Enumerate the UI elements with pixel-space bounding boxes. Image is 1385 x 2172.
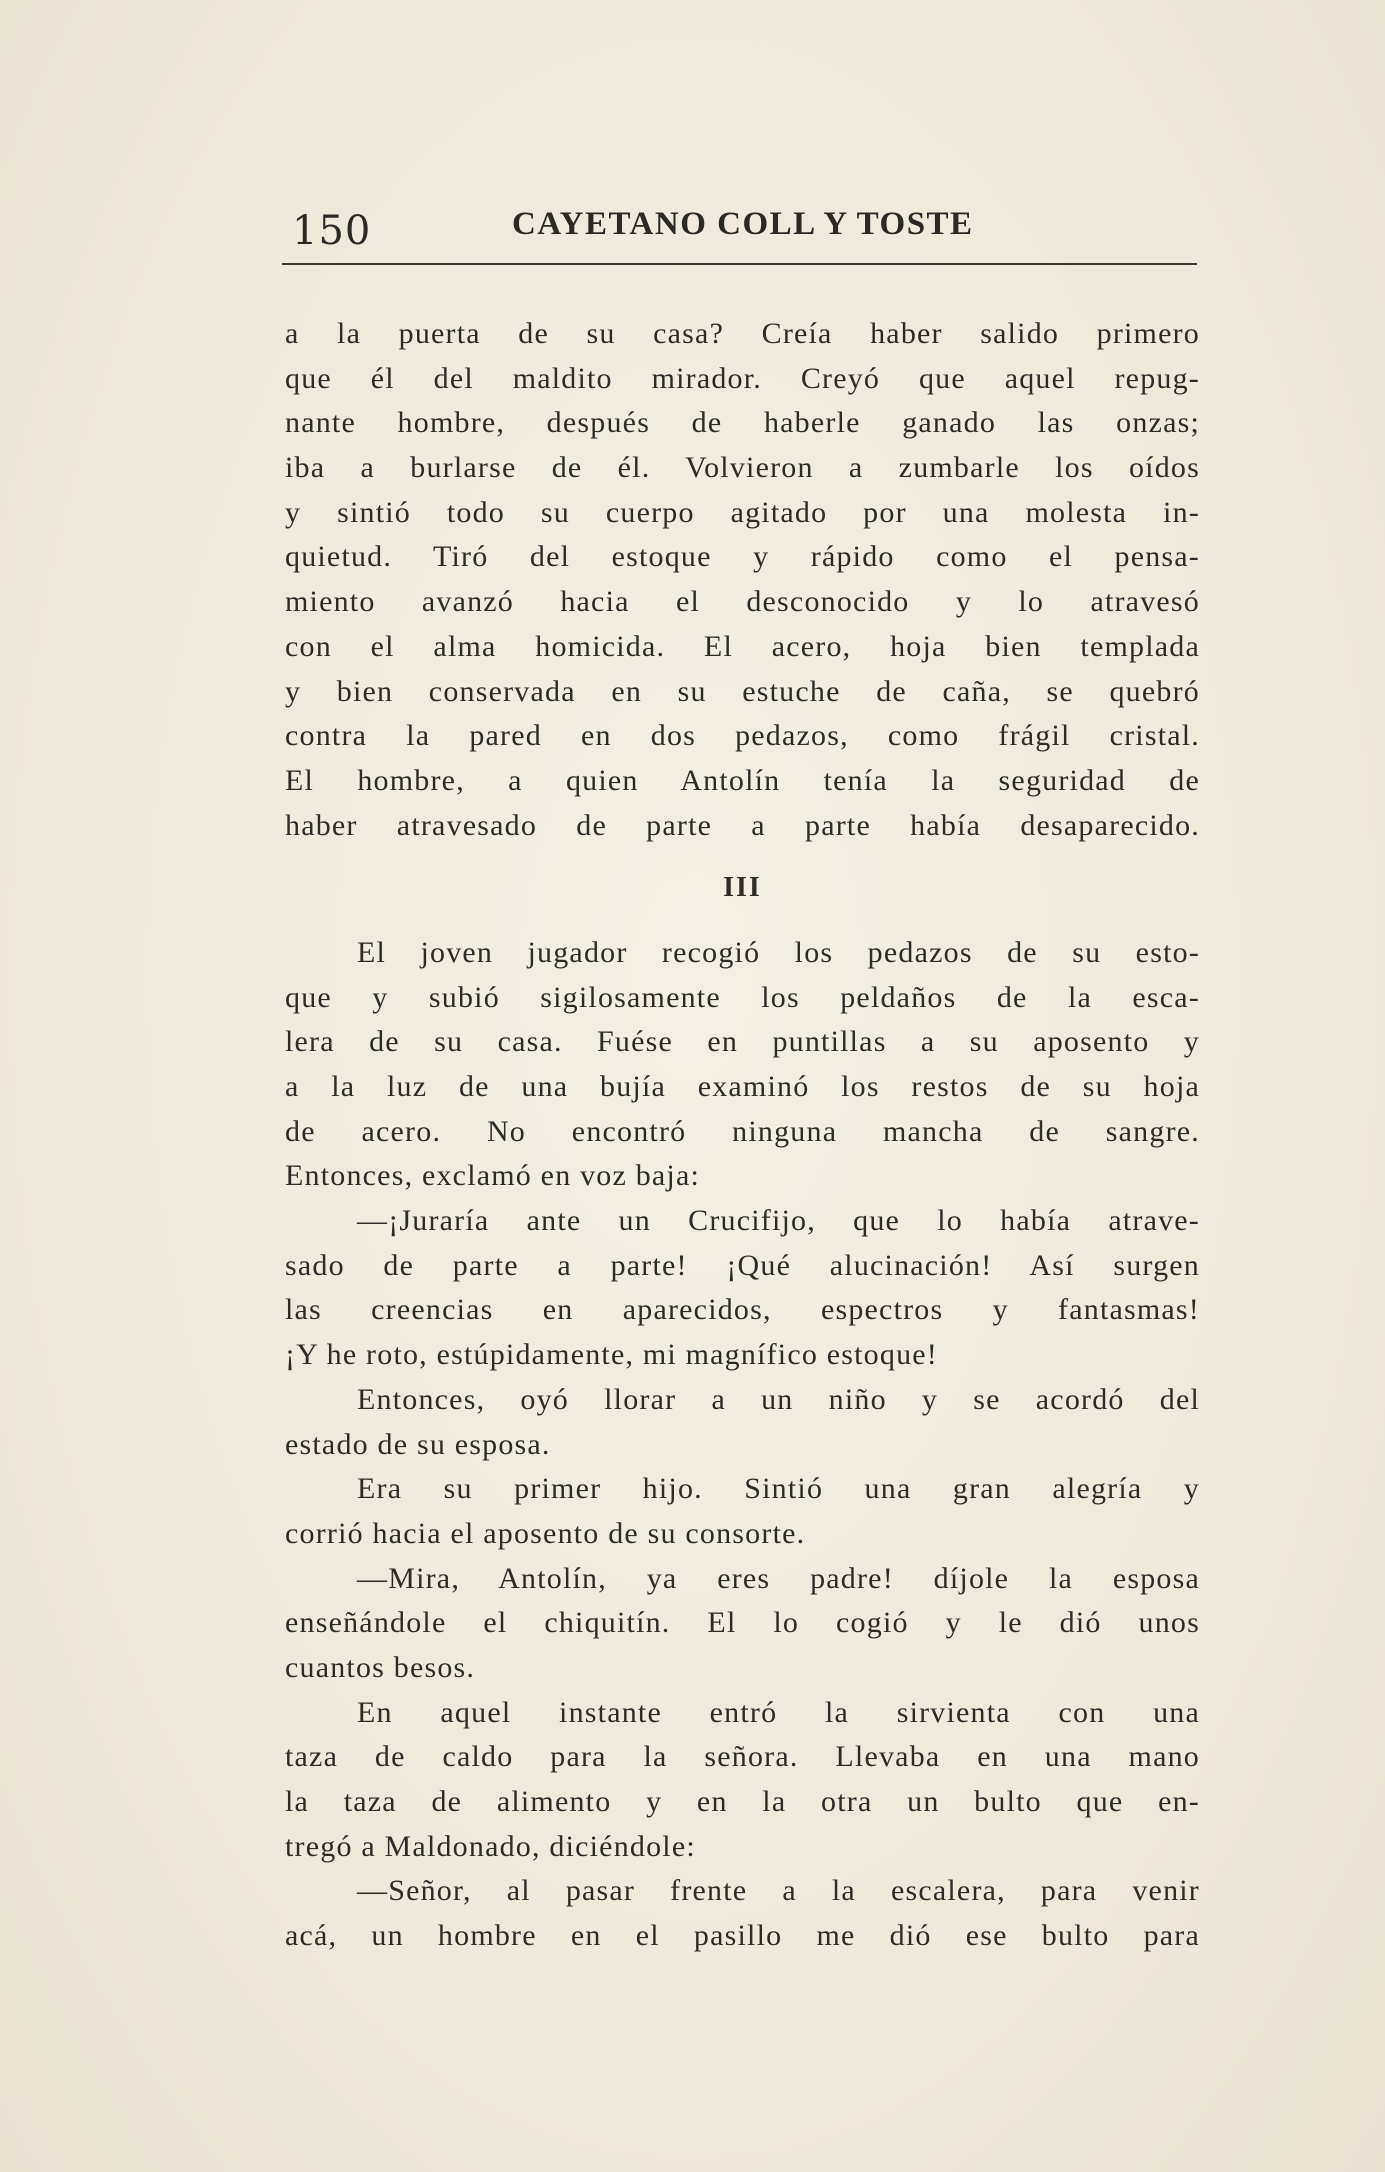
paragraph-first-line: En aquel instante entró la sirvienta con una (357, 1695, 1200, 1729)
text-line: contra la pared en dos pedazos, como frágil cristal. (285, 719, 1200, 753)
text-line: y sintió todo su cuerpo agitado por una molesta in- (285, 495, 1200, 529)
text-line: taza de caldo para la señora. Llevaba en una mano (285, 1740, 1200, 1774)
text-line: la taza de alimento y en la otra un bulto que en- (285, 1785, 1200, 1818)
text-line: las creencias en aparecidos, espectros y fantasmas! (285, 1293, 1200, 1327)
text-line: y bien conservada en su estuche de caña, se quebró (285, 674, 1200, 708)
page-header (282, 196, 1197, 266)
text-line: que y subió sigilosamente los peldaños de la esca- (285, 980, 1200, 1014)
text-line: estado de su esposa. (285, 1427, 551, 1461)
text-line: cuantos besos. (285, 1650, 476, 1684)
paragraph-first-line: Entonces, oyó llorar a un niño y se acordó del (357, 1382, 1200, 1416)
running-head: CAYETANO COLL Y TOSTE (512, 206, 974, 242)
header-rule (282, 263, 1197, 265)
text-line: a la luz de una bujía examinó los restos de su hoja (285, 1070, 1200, 1103)
paragraph-first-line: —Señor, al pasar frente a la escalera, para venir (357, 1874, 1200, 1908)
text-line: de acero. No encontró ninguna mancha de sangre. (285, 1114, 1200, 1148)
text-line: Entonces, exclamó en voz baja: (285, 1159, 701, 1193)
text-line: lera de su casa. Fuése en puntillas a su aposento y (285, 1025, 1200, 1059)
text-line: miento avanzó hacia el desconocido y lo atravesó (285, 585, 1200, 619)
paragraph-first-line: —¡Juraría ante un Crucifijo, que lo había atrave- (357, 1204, 1200, 1238)
text-line: que él del maldito mirador. Creyó que aquel repug- (285, 361, 1200, 395)
paragraph-first-line: Era su primer hijo. Sintió una gran alegría y (357, 1472, 1200, 1506)
page-number: 150 (292, 208, 372, 254)
text-line: quietud. Tiró del estoque y rápido como el pensa- (285, 540, 1200, 574)
body-text (285, 312, 1200, 1959)
text-line: a la puerta de su casa? Creía haber salido primero (285, 317, 1200, 350)
text-line: iba a burlarse de él. Volvieron a zumbarle los oídos (285, 451, 1200, 485)
text-line: sado de parte a parte! ¡Qué alucinación! Así surgen (285, 1248, 1200, 1282)
text-line: El hombre, a quien Antolín tenía la seguridad de (285, 763, 1200, 797)
text-line: acá, un hombre en el pasillo me dió ese bulto para (285, 1919, 1200, 1953)
text-line: enseñándole el chiquitín. El lo cogió y le dió unos (285, 1606, 1200, 1640)
paragraph-first-line: El joven jugador recogió los pedazos de su esto- (357, 935, 1200, 969)
paragraph-first-line: —Mira, Antolín, ya eres padre! díjole la esposa (357, 1561, 1200, 1595)
text-line: con el alma homicida. El acero, hoja bien templada (285, 629, 1200, 663)
text-line: nante hombre, después de haberle ganado las onzas; (285, 406, 1200, 440)
text-line: tregó a Maldonado, diciéndole: (285, 1829, 696, 1863)
text-line: corrió hacia el aposento de su consorte. (285, 1516, 806, 1550)
text-line: ¡Y he roto, estúpidamente, mi magnífico estoque! (285, 1338, 938, 1372)
text-line: haber atravesado de parte a parte había desaparecido. (285, 808, 1200, 842)
section-heading: III (723, 872, 762, 904)
